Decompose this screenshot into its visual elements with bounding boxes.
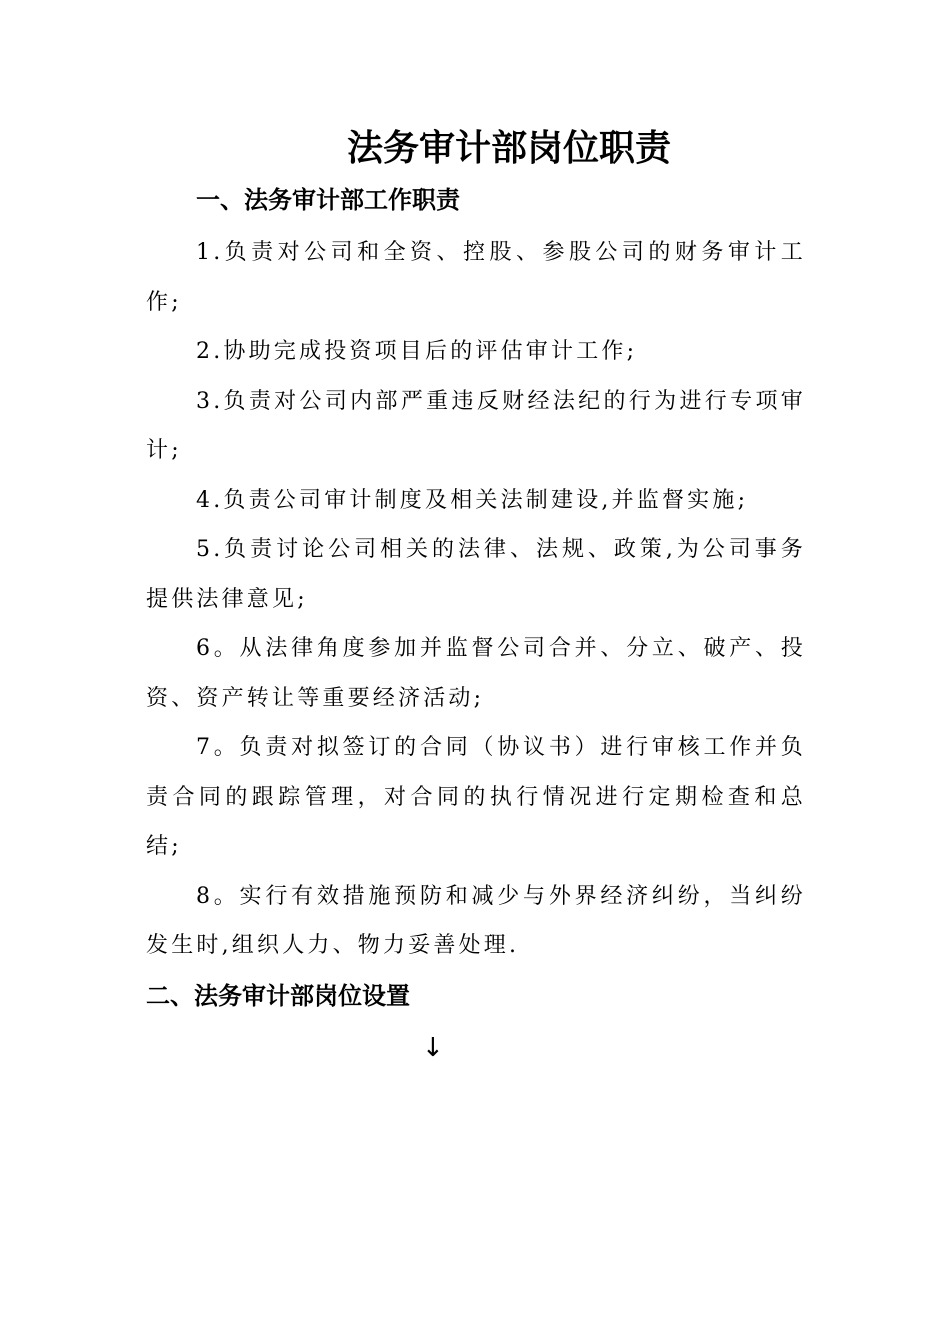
duty-item-5: 5.负责讨论公司相关的法律、法规、政策,为公司事务提供法律意见; (146, 537, 806, 612)
duty-item-3: 3.负责对公司内部严重违反财经法纪的行为进行专项审计; (146, 388, 806, 463)
section-heading-positions: 二、法务审计部岗位设置 (146, 982, 410, 1010)
down-arrow-icon: ↓ (422, 1033, 444, 1063)
duty-item-7: 7。负责对拟签订的合同（协议书）进行审核工作并负责合同的跟踪管理，对合同的执行情况进行定期检查和总结; (146, 735, 806, 859)
section-heading-duties: 一、法务审计部工作职责 (196, 186, 460, 214)
duty-item-2: 2.协助完成投资项目后的评估审计工作; (196, 339, 638, 364)
duty-item-1: 1.负责对公司和全资、控股、参股公司的财务审计工作; (146, 240, 806, 315)
duty-item-4: 4.负责公司审计制度及相关法制建设,并监督实施; (196, 487, 749, 513)
duty-item-6: 6。从法律角度参加并监督公司合并、分立、破产、投资、资产转让等重要经济活动; (146, 636, 806, 711)
page-title: 法务审计部岗位职责 (346, 127, 671, 169)
duties-list (146, 228, 806, 971)
duty-item-8: 8。实行有效措施预防和减少与外界经济纠纷，当纠纷发生时,组织人力、物力妥善处理. (146, 883, 806, 958)
